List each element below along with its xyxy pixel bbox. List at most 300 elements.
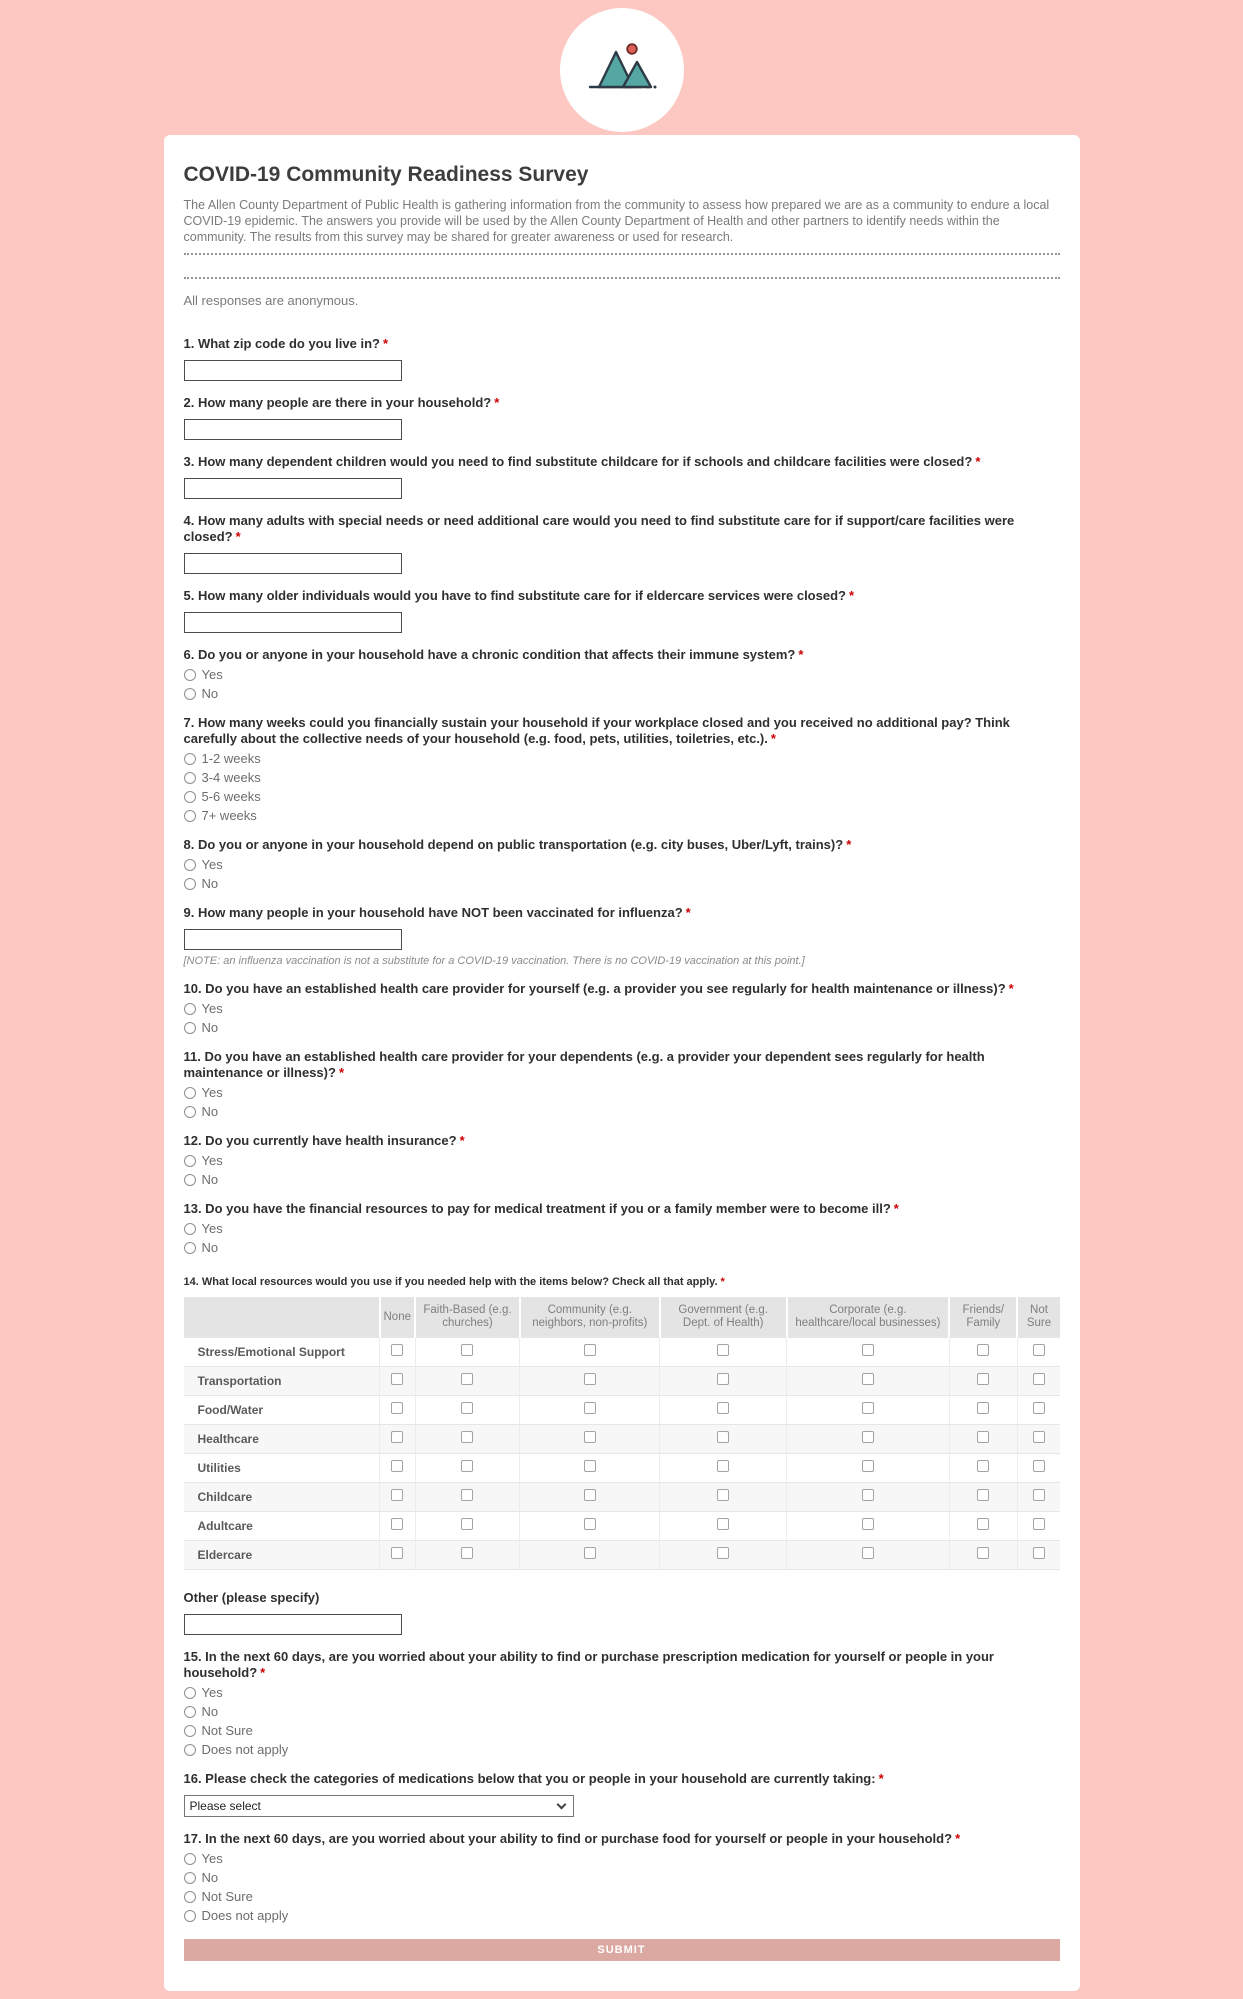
- question-text: 4. How many adults with special needs or need additional care would you need to find substitute care for if support/care facilities were closed?: [183, 513, 1015, 544]
- radio-icon: [184, 791, 196, 803]
- matrix-checkbox[interactable]: [391, 1489, 403, 1501]
- radio-icon: [184, 1744, 196, 1756]
- matrix-cell: [660, 1396, 787, 1425]
- question-text: 11. Do you have an established health care provider for your dependents (e.g. a provider your dependent sees regularly for health maintenance or illness)?: [183, 1049, 985, 1080]
- submit-button[interactable]: SUBMIT: [184, 1939, 1060, 1961]
- matrix-cell: [660, 1338, 787, 1367]
- matrix-cell: [520, 1338, 660, 1367]
- special-needs-adults-input[interactable]: [184, 553, 402, 574]
- matrix-checkbox[interactable]: [717, 1547, 729, 1559]
- page-title: COVID-19 Community Readiness Survey: [183, 163, 589, 186]
- radio-option[interactable]: [184, 1222, 1060, 1236]
- matrix-cell: [520, 1512, 660, 1541]
- resources-matrix-table: [184, 1297, 1060, 1570]
- required-asterisk: *: [382, 336, 389, 351]
- radio-icon: [184, 1891, 196, 1903]
- matrix-cell: [787, 1541, 949, 1570]
- required-asterisk: *: [848, 588, 855, 603]
- question-q8: [184, 837, 1060, 891]
- radio-icon: [184, 1174, 196, 1186]
- question-q15: [184, 1649, 1060, 1757]
- matrix-cell: [787, 1367, 949, 1396]
- matrix-checkbox[interactable]: [584, 1402, 596, 1414]
- question-label: [184, 1590, 1060, 1606]
- matrix-checkbox[interactable]: [977, 1373, 989, 1385]
- matrix-row-label: Eldercare: [184, 1541, 380, 1570]
- question-q9: [184, 905, 1060, 967]
- question-q2: [184, 395, 1060, 440]
- radio-icon: [184, 1003, 196, 1015]
- radio-group: [184, 858, 1060, 891]
- question-text: 1. What zip code do you live in?: [183, 336, 380, 351]
- radio-group: [184, 1222, 1060, 1255]
- radio-icon: [184, 669, 196, 681]
- radio-option[interactable]: [184, 771, 1060, 785]
- matrix-cell: [1017, 1425, 1059, 1454]
- matrix-checkbox[interactable]: [391, 1431, 403, 1443]
- influenza-note: [NOTE: an influenza vaccination is not a substitute for a COVID-19 vaccination. There is no COVID-19 vaccination at this point.]: [183, 955, 805, 967]
- question-text: 17. In the next 60 days, are you worried about your ability to find or purchase food for yourself or people in your household?: [183, 1831, 953, 1846]
- radio-option-label: Not Sure: [201, 1889, 253, 1904]
- logo-circle: [560, 8, 684, 132]
- matrix-column-header: Not Sure: [1017, 1297, 1059, 1338]
- matrix-cell: [520, 1396, 660, 1425]
- radio-icon: [184, 1853, 196, 1865]
- matrix-cell: [949, 1338, 1017, 1367]
- required-asterisk: *: [720, 1276, 725, 1288]
- radio-group: [184, 668, 1060, 701]
- matrix-checkbox[interactable]: [862, 1373, 874, 1385]
- matrix-checkbox[interactable]: [1033, 1460, 1045, 1472]
- required-asterisk: *: [260, 1665, 266, 1680]
- matrix-cell: [415, 1396, 520, 1425]
- matrix-row: [184, 1483, 1060, 1512]
- survey-card: [164, 135, 1080, 1991]
- matrix-checkbox[interactable]: [862, 1431, 874, 1443]
- question-q14: [184, 1275, 1060, 1570]
- radio-option[interactable]: [184, 1105, 1060, 1119]
- radio-option-label: Yes: [201, 1851, 223, 1866]
- matrix-checkbox[interactable]: [461, 1431, 473, 1443]
- question-label: [184, 1649, 1060, 1681]
- older-individuals-input[interactable]: [184, 612, 402, 633]
- matrix-cell: [415, 1541, 520, 1570]
- matrix-row-label: Transportation: [184, 1367, 380, 1396]
- radio-option[interactable]: [184, 1890, 1060, 1904]
- matrix-checkbox[interactable]: [1033, 1547, 1045, 1559]
- matrix-row-label: Childcare: [184, 1483, 380, 1512]
- matrix-checkbox[interactable]: [1033, 1431, 1045, 1443]
- question-q16: [184, 1771, 1060, 1817]
- radio-option-label: 5-6 weeks: [201, 789, 261, 804]
- matrix-checkbox[interactable]: [584, 1489, 596, 1501]
- radio-icon: [184, 753, 196, 765]
- required-asterisk: *: [975, 454, 981, 469]
- matrix-cell: [1017, 1367, 1059, 1396]
- matrix-row-label: Healthcare: [184, 1425, 380, 1454]
- question-label: [184, 1049, 1060, 1081]
- radio-icon: [184, 1022, 196, 1034]
- question-text: 15. In the next 60 days, are you worried about your ability to find or purchase prescription medication for yourself or people in your household?: [183, 1649, 994, 1680]
- matrix-cell: [380, 1483, 416, 1512]
- matrix-checkbox[interactable]: [977, 1489, 989, 1501]
- radio-option-label: Not Sure: [201, 1723, 253, 1738]
- zip-code-input[interactable]: [184, 360, 402, 381]
- matrix-cell: [787, 1483, 949, 1512]
- matrix-checkbox[interactable]: [717, 1373, 729, 1385]
- required-asterisk: *: [846, 837, 852, 852]
- radio-option-label: 7+ weeks: [201, 808, 257, 823]
- matrix-cell: [949, 1425, 1017, 1454]
- question-text: 14. What local resources would you use if you needed help with the items below? Check all that apply.: [183, 1276, 718, 1288]
- question-text: Other (please specify): [183, 1590, 320, 1605]
- question-q13: [184, 1201, 1060, 1255]
- anonymous-note: All responses are anonymous.: [183, 293, 359, 308]
- radio-group: [184, 1852, 1060, 1923]
- matrix-column-header: Government (e.g. Dept. of Health): [660, 1297, 787, 1338]
- radio-icon: [184, 772, 196, 784]
- matrix-cell: [520, 1367, 660, 1396]
- radio-icon: [184, 1106, 196, 1118]
- matrix-cell: [1017, 1454, 1059, 1483]
- matrix-checkbox[interactable]: [862, 1518, 874, 1530]
- matrix-cell: [520, 1425, 660, 1454]
- matrix-cell: [787, 1338, 949, 1367]
- radio-option-label: Does not apply: [201, 1742, 289, 1757]
- matrix-checkbox[interactable]: [977, 1402, 989, 1414]
- matrix-checkbox[interactable]: [584, 1518, 596, 1530]
- radio-option[interactable]: [184, 809, 1060, 823]
- select-value: Please select: [189, 1799, 261, 1813]
- radio-option-label: No: [201, 1704, 219, 1719]
- matrix-checkbox[interactable]: [862, 1489, 874, 1501]
- radio-option[interactable]: [184, 752, 1060, 766]
- question-label: [184, 513, 1060, 545]
- question-label: [184, 715, 1060, 747]
- matrix-cell: [660, 1367, 787, 1396]
- question-text: 6. Do you or anyone in your household have a chronic condition that affects their immune system?: [183, 647, 796, 662]
- question-q11: [184, 1049, 1060, 1119]
- radio-group: [184, 752, 1060, 823]
- matrix-cell: [520, 1541, 660, 1570]
- question-q17: [184, 1831, 1060, 1923]
- matrix-cell: [660, 1425, 787, 1454]
- matrix-cell: [787, 1396, 949, 1425]
- radio-option[interactable]: [184, 1086, 1060, 1100]
- radio-group: [184, 1086, 1060, 1119]
- chevron-down-icon: [556, 1800, 566, 1810]
- required-asterisk: *: [878, 1771, 884, 1786]
- matrix-cell: [380, 1454, 416, 1483]
- matrix-column-header: None: [380, 1297, 416, 1338]
- matrix-checkbox[interactable]: [391, 1373, 403, 1385]
- radio-option[interactable]: [184, 687, 1060, 701]
- radio-option-label: No: [201, 1104, 219, 1119]
- question-label: [184, 1771, 1060, 1787]
- required-asterisk: *: [459, 1133, 465, 1148]
- matrix-cell: [1017, 1338, 1059, 1367]
- matrix-cell: [415, 1425, 520, 1454]
- matrix-cell: [380, 1425, 416, 1454]
- matrix-checkbox[interactable]: [391, 1402, 403, 1414]
- household-size-input[interactable]: [184, 419, 402, 440]
- matrix-cell: [415, 1483, 520, 1512]
- matrix-cell: [380, 1512, 416, 1541]
- question-label: [184, 1275, 1060, 1289]
- required-asterisk: *: [893, 1201, 899, 1216]
- question-text: 16. Please check the categories of medications below that you or people in your household are currently taking:: [183, 1771, 876, 1786]
- radio-option-label: No: [201, 1870, 219, 1885]
- radio-option-label: Yes: [201, 857, 223, 872]
- radio-option[interactable]: [184, 1743, 1060, 1757]
- matrix-cell: [787, 1425, 949, 1454]
- question-label: [184, 1201, 1060, 1217]
- question-text: 10. Do you have an established health care provider for yourself (e.g. a provider you see regularly for health maintenance or illness)?: [183, 981, 1006, 996]
- question-label: [184, 588, 1060, 604]
- radio-option[interactable]: [184, 1909, 1060, 1923]
- matrix-cell: [415, 1338, 520, 1367]
- matrix-checkbox[interactable]: [1033, 1344, 1045, 1356]
- matrix-checkbox[interactable]: [584, 1547, 596, 1559]
- question-text: 7. How many weeks could you financially sustain your household if your workplace closed and you received no additional pay? Think carefully about the collective needs of your household (e.g. food, pets, utilities, toiletries, etc.).: [183, 715, 1010, 746]
- radio-option-label: 3-4 weeks: [201, 770, 261, 785]
- matrix-cell: [520, 1483, 660, 1512]
- survey-intro-text: The Allen County Department of Public Health is gathering information from the community to assess how prepared we are as a community to endure a local COVID-19 epidemic. The answers you provide will be used by the Allen County Department of Health and other partners to identify needs within the community. The results from this survey may be shared for greater awareness or used for research.: [183, 198, 1050, 244]
- matrix-checkbox[interactable]: [391, 1460, 403, 1472]
- matrix-checkbox[interactable]: [717, 1402, 729, 1414]
- radio-group: [184, 1686, 1060, 1757]
- radio-option[interactable]: [184, 1724, 1060, 1738]
- question-label: [184, 837, 1060, 853]
- radio-icon: [184, 810, 196, 822]
- matrix-cell: [949, 1483, 1017, 1512]
- question-label: [184, 981, 1060, 997]
- matrix-row: [184, 1367, 1060, 1396]
- matrix-checkbox[interactable]: [461, 1402, 473, 1414]
- matrix-checkbox[interactable]: [584, 1344, 596, 1356]
- radio-icon: [184, 688, 196, 700]
- radio-option-label: No: [201, 1240, 219, 1255]
- radio-option-label: No: [201, 686, 219, 701]
- question-text: 3. How many dependent children would you need to find substitute childcare for if schools and childcare facilities were closed?: [183, 454, 973, 469]
- question-label: [184, 1133, 1060, 1149]
- matrix-checkbox[interactable]: [1033, 1402, 1045, 1414]
- matrix-row-label: Adultcare: [184, 1512, 380, 1541]
- radio-option-label: Yes: [201, 1001, 223, 1016]
- matrix-row: [184, 1338, 1060, 1367]
- radio-icon: [184, 1687, 196, 1699]
- matrix-checkbox[interactable]: [1033, 1518, 1045, 1530]
- radio-icon: [184, 1725, 196, 1737]
- matrix-checkbox[interactable]: [391, 1344, 403, 1356]
- matrix-checkbox[interactable]: [977, 1460, 989, 1472]
- matrix-cell: [660, 1541, 787, 1570]
- radio-option-label: Yes: [201, 1685, 223, 1700]
- radio-option[interactable]: [184, 1705, 1060, 1719]
- radio-icon: [184, 878, 196, 890]
- matrix-row: [184, 1512, 1060, 1541]
- radio-option[interactable]: [184, 668, 1060, 682]
- radio-option[interactable]: [184, 1021, 1060, 1035]
- matrix-checkbox[interactable]: [862, 1344, 874, 1356]
- radio-option[interactable]: [184, 1173, 1060, 1187]
- matrix-cell: [660, 1512, 787, 1541]
- dotted-divider: [184, 253, 1060, 255]
- radio-option[interactable]: [184, 858, 1060, 872]
- radio-group: [184, 1154, 1060, 1187]
- question-q3: [184, 454, 1060, 499]
- matrix-checkbox[interactable]: [461, 1460, 473, 1472]
- matrix-checkbox[interactable]: [717, 1431, 729, 1443]
- matrix-cell: [380, 1367, 416, 1396]
- radio-option-label: No: [201, 876, 219, 891]
- required-asterisk: *: [338, 1065, 344, 1080]
- question-q12: [184, 1133, 1060, 1187]
- matrix-cell: [787, 1454, 949, 1483]
- not-vaccinated-input[interactable]: [184, 929, 402, 950]
- question-q10: [184, 981, 1060, 1035]
- radio-option[interactable]: [184, 1871, 1060, 1885]
- matrix-cell: [415, 1512, 520, 1541]
- radio-group: [184, 1002, 1060, 1035]
- matrix-checkbox[interactable]: [461, 1373, 473, 1385]
- radio-option[interactable]: [184, 1686, 1060, 1700]
- matrix-column-header: Corporate (e.g. healthcare/local businesses): [787, 1297, 949, 1338]
- other-specify-input[interactable]: [184, 1614, 402, 1635]
- matrix-cell: [1017, 1483, 1059, 1512]
- matrix-checkbox[interactable]: [977, 1547, 989, 1559]
- matrix-cell: [949, 1541, 1017, 1570]
- question-q4: [184, 513, 1060, 574]
- matrix-checkbox[interactable]: [977, 1431, 989, 1443]
- question-label: [184, 336, 1060, 352]
- required-asterisk: *: [798, 647, 804, 662]
- matrix-row: [184, 1541, 1060, 1570]
- matrix-row: [184, 1454, 1060, 1483]
- radio-icon: [184, 1242, 196, 1254]
- question-label: [184, 1831, 1060, 1847]
- question-q5: [184, 588, 1060, 633]
- required-asterisk: *: [235, 529, 241, 544]
- radio-icon: [184, 1087, 196, 1099]
- matrix-checkbox[interactable]: [862, 1402, 874, 1414]
- question-label: [184, 395, 1060, 411]
- matrix-row-label: Food/Water: [184, 1396, 380, 1425]
- matrix-checkbox[interactable]: [584, 1431, 596, 1443]
- question-text: 5. How many older individuals would you have to find substitute care for if eldercare services were closed?: [183, 588, 846, 603]
- radio-icon: [184, 1155, 196, 1167]
- matrix-checkbox[interactable]: [584, 1373, 596, 1385]
- matrix-checkbox[interactable]: [717, 1489, 729, 1501]
- matrix-column-header: Faith-Based (e.g. churches): [415, 1297, 520, 1338]
- matrix-cell: [1017, 1396, 1059, 1425]
- matrix-cell: [380, 1338, 416, 1367]
- radio-option-label: Does not apply: [201, 1908, 289, 1923]
- radio-option[interactable]: [184, 1852, 1060, 1866]
- matrix-cell: [787, 1512, 949, 1541]
- mountains-sun-icon: [584, 37, 660, 104]
- matrix-corner-cell: [184, 1297, 380, 1338]
- question-text: 13. Do you have the financial resources to pay for medical treatment if you or a family member were to become ill?: [183, 1201, 891, 1216]
- matrix-checkbox[interactable]: [461, 1344, 473, 1356]
- required-asterisk: *: [955, 1831, 961, 1846]
- matrix-cell: [660, 1454, 787, 1483]
- required-asterisk: *: [1008, 981, 1014, 996]
- question-q7: [184, 715, 1060, 823]
- matrix-cell: [520, 1454, 660, 1483]
- matrix-checkbox[interactable]: [391, 1547, 403, 1559]
- required-asterisk: *: [685, 905, 691, 920]
- matrix-cell: [380, 1541, 416, 1570]
- matrix-checkbox[interactable]: [584, 1460, 596, 1472]
- dotted-divider: [184, 277, 1060, 279]
- matrix-checkbox[interactable]: [977, 1518, 989, 1530]
- radio-option[interactable]: [184, 790, 1060, 804]
- radio-option[interactable]: [184, 1241, 1060, 1255]
- radio-icon: [184, 1872, 196, 1884]
- question-label: [184, 905, 1060, 921]
- matrix-checkbox[interactable]: [461, 1518, 473, 1530]
- matrix-checkbox[interactable]: [461, 1489, 473, 1501]
- matrix-cell: [1017, 1541, 1059, 1570]
- radio-icon: [184, 1706, 196, 1718]
- radio-option-label: Yes: [201, 667, 223, 682]
- matrix-cell: [1017, 1512, 1059, 1541]
- radio-option[interactable]: [184, 877, 1060, 891]
- matrix-column-header: Community (e.g. neighbors, non-profits): [520, 1297, 660, 1338]
- radio-option-label: Yes: [201, 1153, 223, 1168]
- radio-option-label: Yes: [201, 1085, 223, 1100]
- question-q6: [184, 647, 1060, 701]
- matrix-row: [184, 1396, 1060, 1425]
- matrix-column-header: Friends/ Family: [949, 1297, 1017, 1338]
- radio-icon: [184, 1910, 196, 1922]
- matrix-checkbox[interactable]: [862, 1460, 874, 1472]
- question-q1: [184, 336, 1060, 381]
- matrix-checkbox[interactable]: [717, 1344, 729, 1356]
- matrix-cell: [949, 1454, 1017, 1483]
- question-other: [184, 1590, 1060, 1635]
- question-text: 2. How many people are there in your household?: [183, 395, 492, 410]
- matrix-row-label: Stress/Emotional Support: [184, 1338, 380, 1367]
- matrix-cell: [380, 1396, 416, 1425]
- matrix-checkbox[interactable]: [717, 1460, 729, 1472]
- required-asterisk: *: [770, 731, 776, 746]
- question-label: [184, 647, 1060, 663]
- matrix-cell: [415, 1454, 520, 1483]
- matrix-checkbox[interactable]: [1033, 1373, 1045, 1385]
- radio-option[interactable]: [184, 1154, 1060, 1168]
- required-asterisk: *: [494, 395, 500, 410]
- matrix-checkbox[interactable]: [717, 1518, 729, 1530]
- radio-icon: [184, 859, 196, 871]
- matrix-checkbox[interactable]: [391, 1518, 403, 1530]
- matrix-cell: [949, 1396, 1017, 1425]
- matrix-cell: [949, 1367, 1017, 1396]
- matrix-checkbox[interactable]: [862, 1547, 874, 1559]
- dependent-children-input[interactable]: [184, 478, 402, 499]
- matrix-row: [184, 1425, 1060, 1454]
- radio-option[interactable]: [184, 1002, 1060, 1016]
- radio-icon: [184, 1223, 196, 1235]
- matrix-checkbox[interactable]: [1033, 1489, 1045, 1501]
- matrix-cell: [949, 1512, 1017, 1541]
- medications-select[interactable]: [184, 1795, 574, 1817]
- matrix-checkbox[interactable]: [461, 1547, 473, 1559]
- question-label: [184, 454, 1060, 470]
- matrix-checkbox[interactable]: [977, 1344, 989, 1356]
- radio-option-label: No: [201, 1172, 219, 1187]
